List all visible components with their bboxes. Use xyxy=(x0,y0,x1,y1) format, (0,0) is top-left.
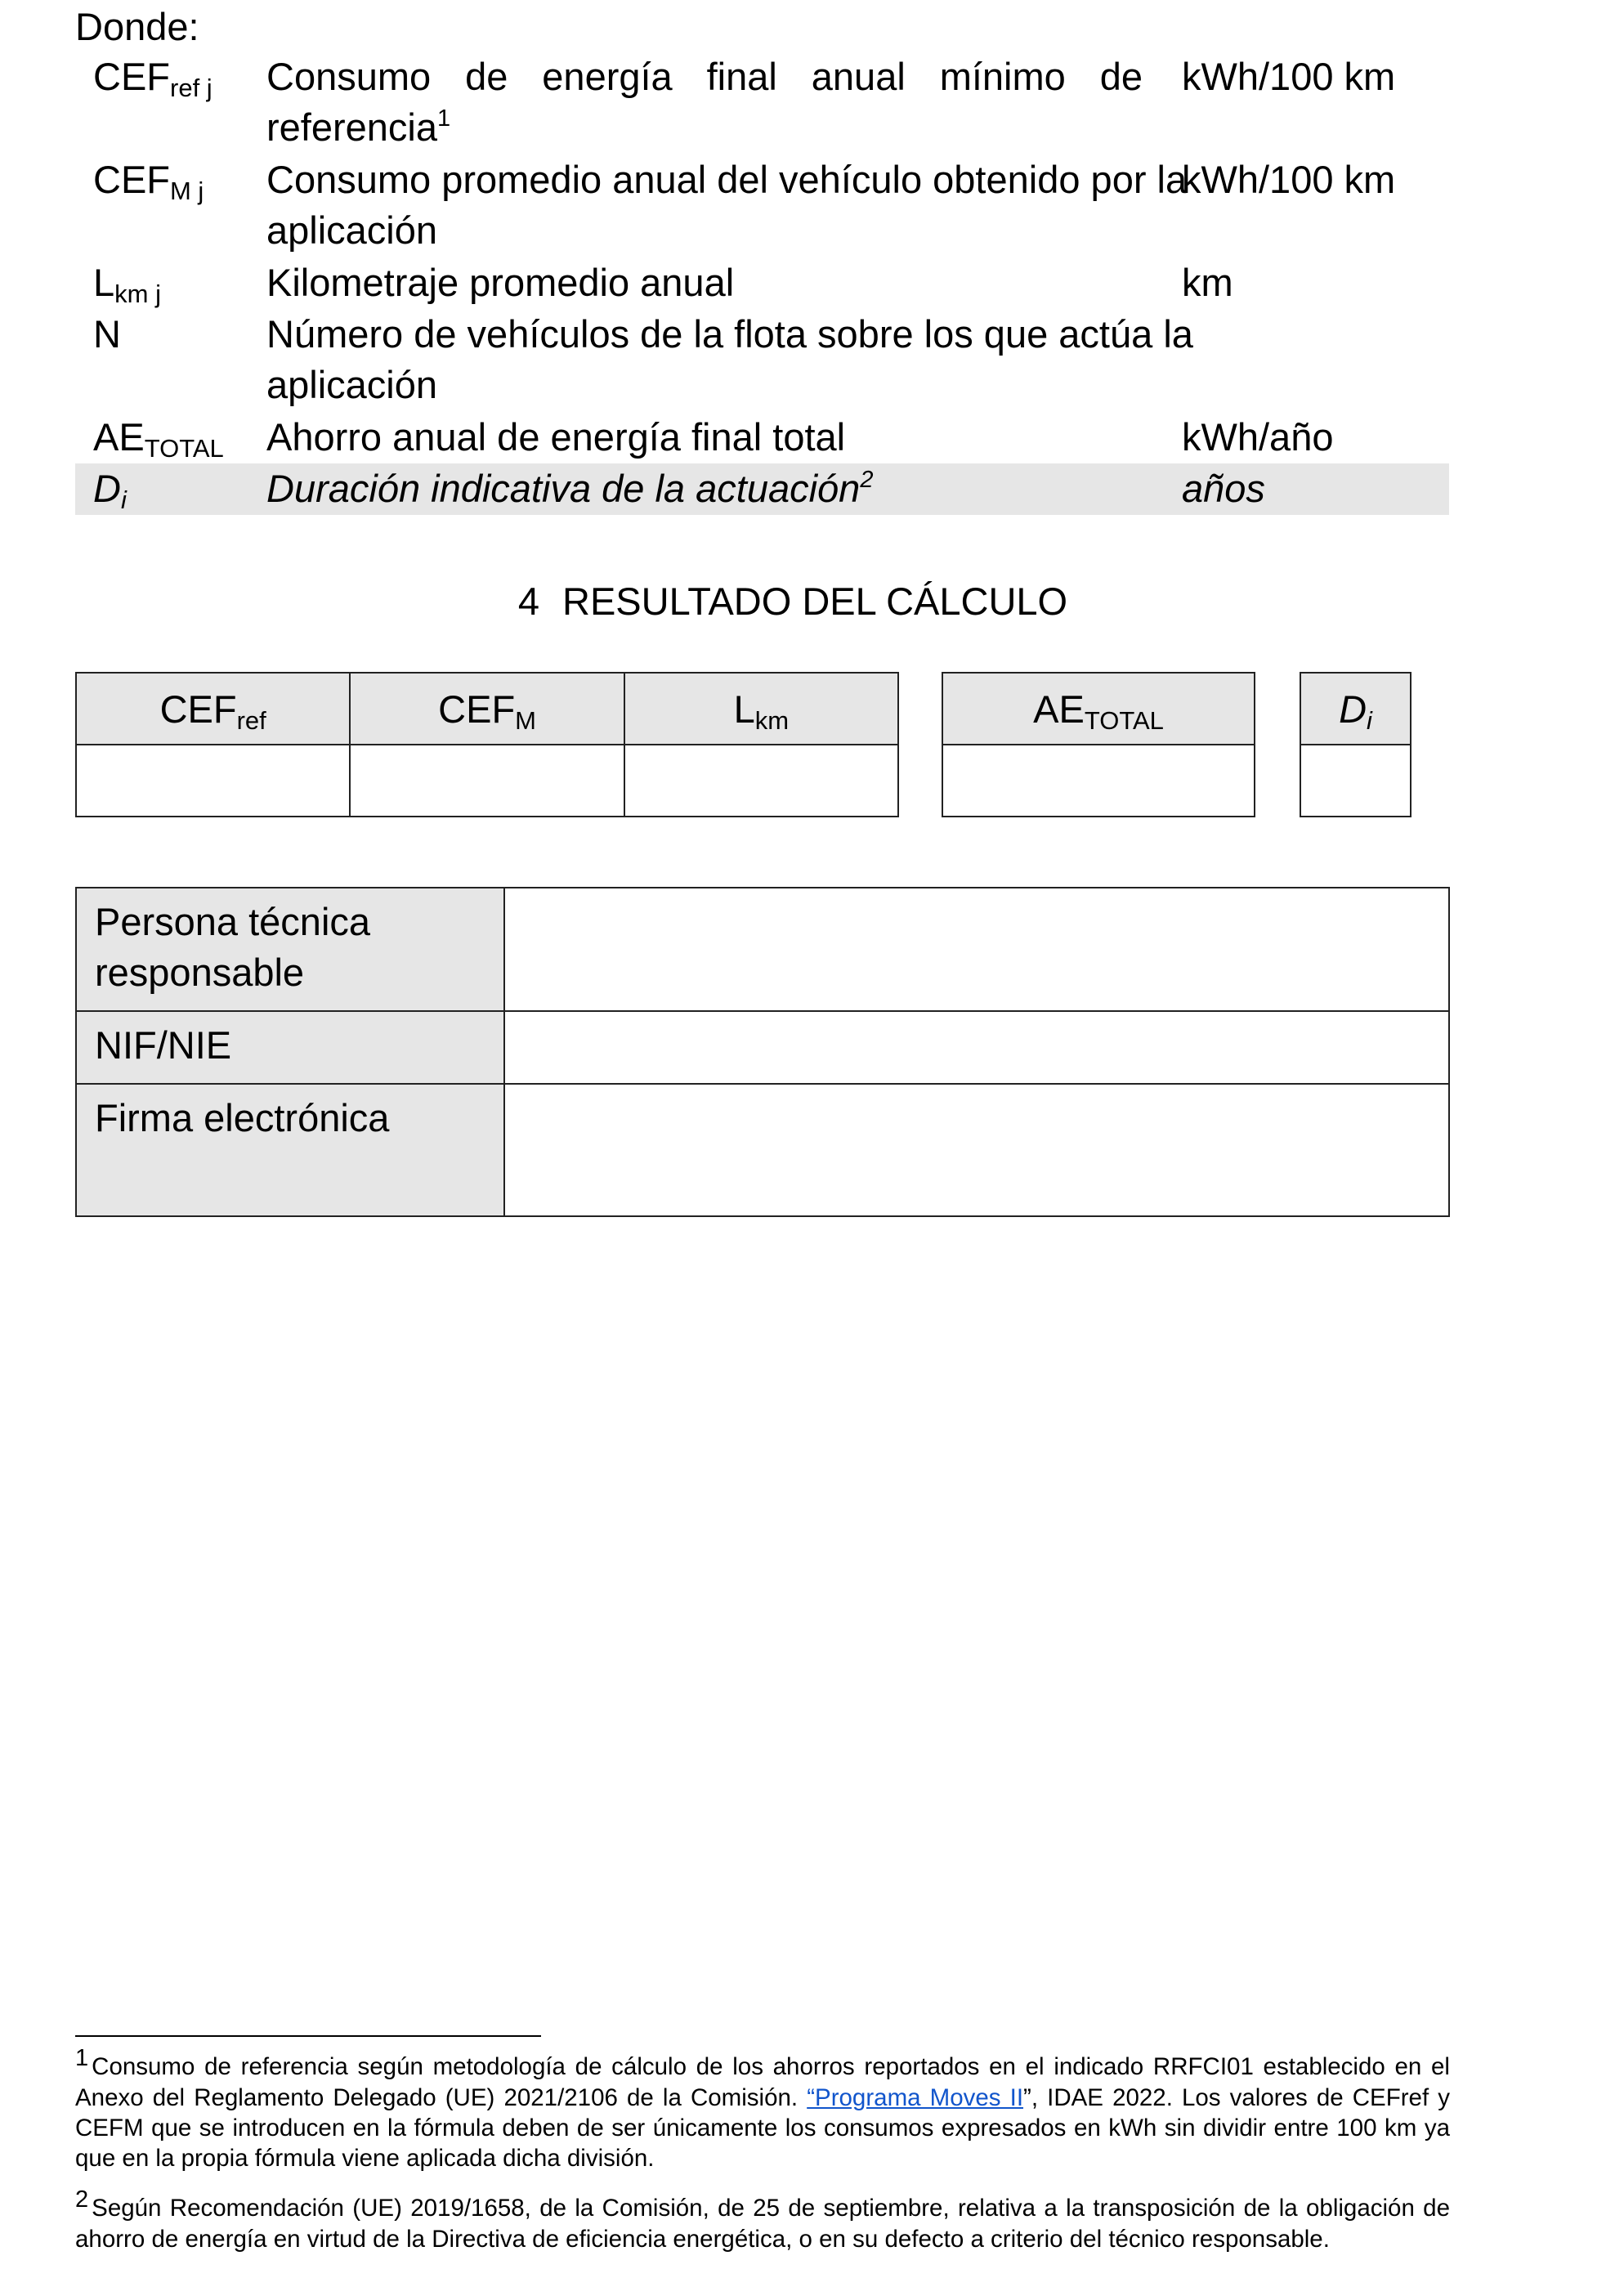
definition-unit: años xyxy=(1182,467,1265,510)
result-header-lkm: Lkm xyxy=(624,673,898,745)
definition-description-line: referencia$^1$ xyxy=(266,105,451,149)
definition-description: Consumo promedio anual del vehículo obtenido por la aplicación xyxy=(266,158,1188,252)
signature-label-firma: Firma electrónica xyxy=(76,1084,504,1216)
definition-description: Ahorro anual de energía final total xyxy=(266,415,846,459)
section-heading xyxy=(0,576,1586,627)
section-title: RESULTADO DEL CÁLCULO xyxy=(562,580,1068,623)
result-value-cefref[interactable] xyxy=(76,745,350,817)
definition-symbol: AETOTAL xyxy=(93,415,224,463)
signature-label-responsible: Persona técnica responsable xyxy=(76,888,504,1011)
signature-label-nif: NIF/NIE xyxy=(76,1011,504,1084)
definition-unit: kWh/100 km xyxy=(1182,55,1396,98)
footnote-ref-sup: 1 xyxy=(437,105,451,132)
definition-description-line: Consumo de energía final anual mínimo de xyxy=(266,55,1143,98)
definition-symbol: CEFref j xyxy=(93,55,213,102)
definition-unit: kWh/100 km xyxy=(1182,158,1396,201)
footnote-mark: 1 xyxy=(75,2045,89,2071)
definition-description: Duración indicativa de la actuación$^2$ xyxy=(266,467,874,510)
footnote-link-moves[interactable]: “Programa Moves II xyxy=(807,2084,1024,2111)
intro-text: Donde: xyxy=(75,5,199,48)
result-value-lkm[interactable] xyxy=(624,745,898,817)
definition-symbol: CEFM j xyxy=(93,158,204,205)
definition-symbol: Di xyxy=(93,467,127,514)
footnote-1: 1 Consumo de referencia según metodología de cálculo de los ahorros reportados en el indicado RRFCI01 establecido en el Anexo del Reglamento Delegado (UE) 2021/2106 de la Comisión. “Programa Moves II”, IDAE 2022. Los valores de CEFref y CEFM que se introducen en la fórmula deben de ser únicamente los consumos expresados en kWh sin dividir entre 100 km ya que en la propia fórmula viene aplicada dicha división. xyxy=(75,2045,1450,2172)
signature-table xyxy=(75,887,1450,1217)
result-header-aetotal: AETOTAL xyxy=(942,673,1255,745)
definition-symbol: Lkm j xyxy=(93,261,161,308)
definition-unit: kWh/año xyxy=(1182,415,1334,459)
signature-field-nif[interactable] xyxy=(504,1011,1449,1084)
definition-symbol: N xyxy=(93,312,121,356)
footnote-mark: 2 xyxy=(75,2186,89,2213)
result-table-di xyxy=(1300,672,1411,817)
result-value-aetotal[interactable] xyxy=(942,745,1255,817)
footnote-separator xyxy=(75,2035,541,2037)
footnote-2: 2 Según Recomendación (UE) 2019/1658, de la Comisión, de 25 de septiembre, relativa a la transposición de la obligación de ahorro de energía en virtud de la Directiva de eficiencia energética, o en su defecto a criterio del técnico responsable. xyxy=(75,2186,1450,2253)
definition-description xyxy=(266,51,1223,149)
result-header-cefref: CEFref xyxy=(76,673,350,745)
result-table-main xyxy=(75,672,899,817)
section-number: 4 xyxy=(517,580,539,623)
definition-description: Kilometraje promedio anual xyxy=(266,261,735,304)
signature-field-firma[interactable] xyxy=(504,1084,1449,1216)
result-table-aetotal xyxy=(942,672,1255,817)
result-header-di: Di xyxy=(1300,673,1411,745)
definition-unit: km xyxy=(1182,261,1233,304)
signature-field-responsible[interactable] xyxy=(504,888,1449,1011)
definition-description: Número de vehículos de la flota sobre los que actúa la aplicación xyxy=(266,312,1193,406)
result-value-di[interactable] xyxy=(1300,745,1411,817)
result-header-cefm: CEFM xyxy=(350,673,624,745)
result-value-cefm[interactable] xyxy=(350,745,624,817)
